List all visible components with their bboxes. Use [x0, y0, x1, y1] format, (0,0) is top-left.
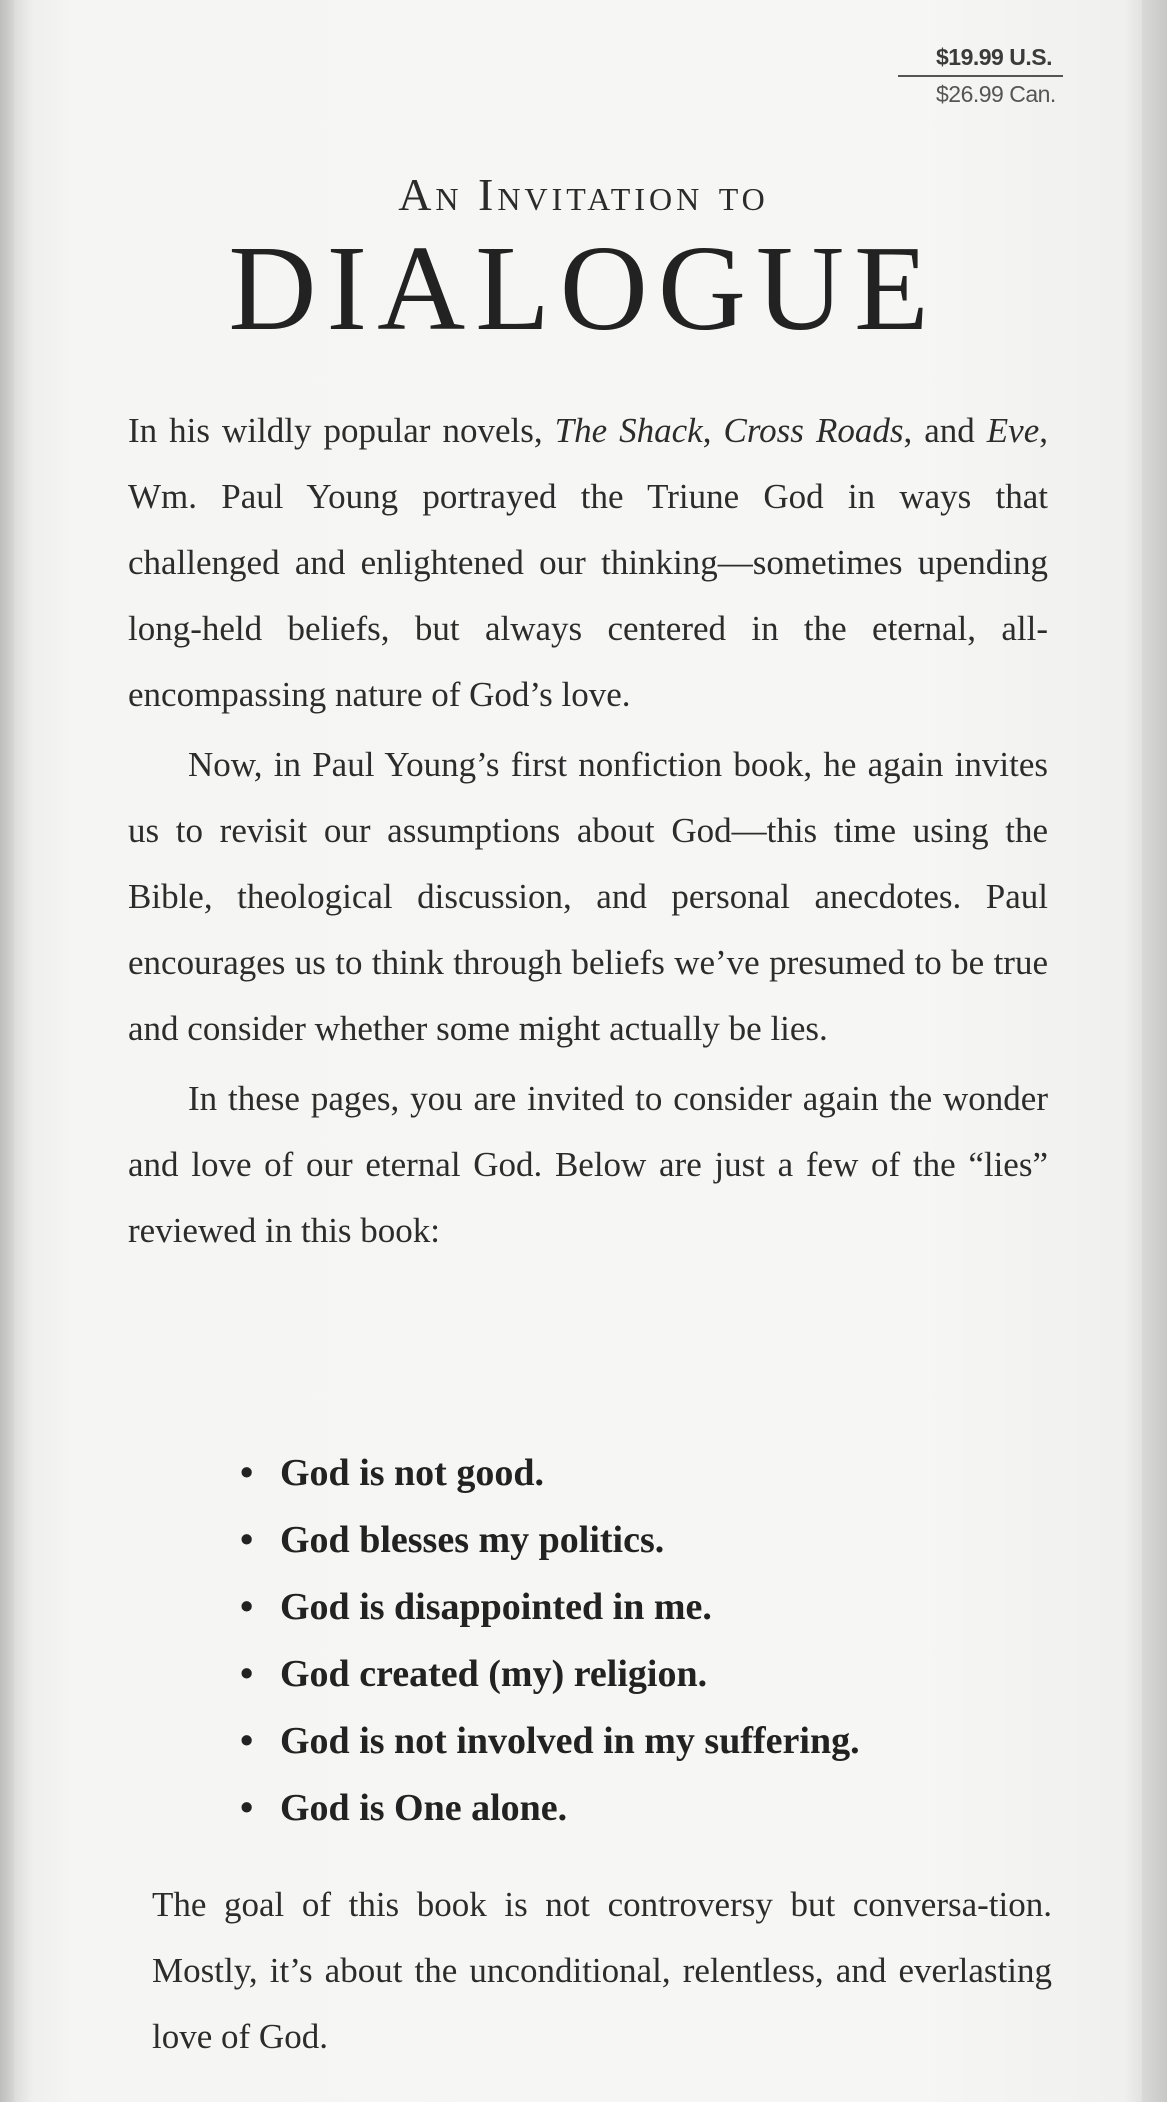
closing-paragraph: [152, 1872, 1052, 2070]
paragraph-nonfiction: Now, in Paul Young’s first nonfiction book, he again invites us to revisit our assumptions about God—this time using the Bible, theological discussion, and personal anecdotes. Paul encourages us to think through beliefs we’ve presumed to be true and consider whether some might actually be lies.: [128, 745, 1048, 1048]
list-item: • God created (my) religion.: [240, 1641, 860, 1708]
text-run: , Wm. Paul Young portrayed the Triune God in ways that challenged and enlightened our thinking—sometimes upending long-held beliefs, but always centered in the eternal, all-encompassing nature of God’s love.: [128, 411, 1048, 714]
list-item: • God blesses my politics.: [240, 1507, 860, 1574]
paragraph-invitation: In these pages, you are invited to consider again the wonder and love of our eternal God. Below are just a few of the “lies” reviewed in this book:: [128, 1079, 1048, 1250]
list-item: • God is not involved in my suffering.: [240, 1708, 860, 1775]
closing-text: The goal of this book is not controversy but conversa-tion. Mostly, it’s about the unconditional, relentless, and everlasting love of God.: [152, 1885, 1052, 2056]
price-canada: $26.99 Can.: [936, 81, 1056, 107]
price-us: $19.99 U.S.: [898, 44, 1063, 77]
list-item: • God is disappointed in me.: [240, 1574, 860, 1641]
body-text: [128, 398, 1048, 1268]
text-run: In his wildly popular novels,: [128, 411, 555, 450]
list-item: • God is not good.: [240, 1440, 860, 1507]
text-run: , and: [903, 411, 987, 450]
text-run: ,: [702, 411, 724, 450]
paragraph-intro: [128, 398, 1048, 728]
list-item: • God is One alone.: [240, 1775, 860, 1842]
page-subtitle: An Invitation to: [398, 169, 769, 220]
book-title-cross-roads: Cross Roads: [723, 411, 904, 450]
page-title: DIALOGUE: [228, 221, 939, 356]
price-sticker: [898, 44, 1063, 108]
book-title-eve: Eve: [986, 411, 1040, 450]
lies-list: [240, 1440, 860, 1842]
book-title-shack: The Shack: [554, 411, 703, 450]
